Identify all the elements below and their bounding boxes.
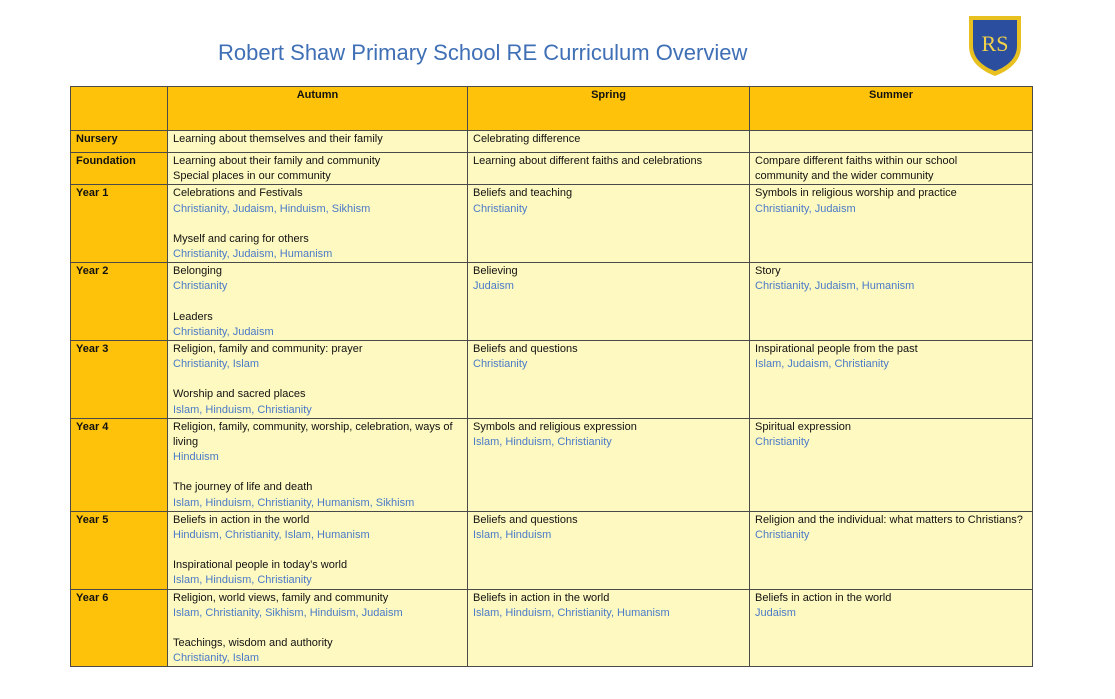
faiths-text: Islam, Judaism, Christianity	[755, 358, 889, 371]
year-label: Year 4	[71, 418, 168, 511]
faiths-text: Christianity, Islam	[173, 358, 259, 371]
topic-text: Celebrations and Festivals	[173, 187, 303, 200]
faiths-text: Christianity, Judaism, Humanism	[755, 280, 915, 293]
year-label: Year 3	[71, 341, 168, 419]
topic-text: Learning about themselves and their family	[173, 133, 383, 145]
topic-text: Beliefs in action in the world	[755, 591, 892, 604]
topic-text: Spiritual expression	[755, 420, 851, 433]
faiths-text: Islam, Hinduism, Christianity	[473, 436, 612, 449]
year-label: Year 1	[71, 185, 168, 263]
year-label: Foundation	[71, 153, 168, 185]
cell-autumn	[168, 153, 468, 185]
faiths-text: Christianity, Judaism	[173, 325, 274, 338]
cell-summer	[750, 341, 1033, 419]
term-header-spring: Spring	[468, 87, 750, 131]
table-row	[71, 263, 1033, 341]
cell-summer	[750, 418, 1033, 511]
topic-text: Inspirational people from the past	[755, 343, 918, 356]
topic-text: Beliefs and questions	[473, 513, 578, 526]
cell-summer	[750, 131, 1033, 153]
cell-spring	[468, 511, 750, 589]
table-row	[71, 589, 1033, 667]
cell-spring	[468, 418, 750, 511]
cell-autumn	[168, 418, 468, 511]
table-row	[71, 131, 1033, 153]
topic-text: Learning about different faiths and celebrations	[473, 155, 703, 167]
table-row	[71, 153, 1033, 185]
table-body	[71, 131, 1033, 667]
topic-text: Story	[755, 265, 781, 278]
faiths-text: Islam, Christianity, Sikhism, Hinduism, Judaism	[173, 606, 403, 619]
cell-autumn	[168, 511, 468, 589]
topic-text: Inspirational people in today’s world	[173, 559, 348, 572]
faiths-text: Islam, Hinduism, Christianity, Humanism	[473, 606, 670, 619]
spacer	[173, 465, 462, 480]
topic-text: Symbols in religious worship and practice	[755, 187, 957, 200]
topic-text: Belonging	[173, 265, 222, 278]
curriculum-table	[70, 86, 1033, 667]
corner-cell	[71, 87, 168, 131]
cell-autumn	[168, 131, 468, 153]
topic-text: community and the wider community	[755, 170, 934, 183]
topic-text: Compare different faiths within our school	[755, 155, 958, 167]
faiths-text: Islam, Hinduism, Christianity	[173, 574, 312, 587]
topic-text: Beliefs and questions	[473, 343, 578, 356]
cell-autumn	[168, 185, 468, 263]
spacer	[173, 372, 462, 387]
table-row	[71, 341, 1033, 419]
faiths-text: Christianity	[473, 202, 528, 215]
faiths-text: Christianity	[473, 358, 528, 371]
year-label: Year 2	[71, 263, 168, 341]
cell-spring	[468, 263, 750, 341]
year-label: Year 5	[71, 511, 168, 589]
term-header-autumn: Autumn	[168, 87, 468, 131]
topic-text: Teachings, wisdom and authority	[173, 637, 333, 650]
cell-spring	[468, 185, 750, 263]
cell-summer	[750, 589, 1033, 667]
topic-text: Leaders	[173, 310, 213, 323]
faiths-text: Christianity, Judaism	[755, 202, 856, 215]
page-title: Robert Shaw Primary School RE Curriculum Overview	[218, 40, 748, 65]
cell-spring	[468, 589, 750, 667]
faiths-text: Judaism	[473, 280, 514, 293]
cell-autumn	[168, 263, 468, 341]
cell-summer	[750, 511, 1033, 589]
year-label: Nursery	[71, 131, 168, 153]
faiths-text: Judaism	[755, 606, 796, 619]
year-label: Year 6	[71, 589, 168, 667]
cell-spring	[468, 341, 750, 419]
logo-text: RS	[981, 31, 1009, 56]
term-header-summer: Summer	[750, 87, 1033, 131]
table-row	[71, 185, 1033, 263]
spacer	[173, 621, 462, 636]
table-row	[71, 511, 1033, 589]
topic-text: Special places in our community	[173, 170, 331, 183]
faiths-text: Islam, Hinduism, Christianity	[173, 403, 312, 416]
topic-text: The journey of life and death	[173, 481, 313, 494]
faiths-text: Christianity	[755, 529, 810, 542]
faiths-text: Christianity, Judaism, Hinduism, Sikhism	[173, 202, 371, 215]
faiths-text: Hinduism	[173, 451, 219, 464]
cell-summer	[750, 185, 1033, 263]
topic-text: Symbols and religious expression	[473, 420, 637, 433]
spacer	[173, 217, 462, 232]
cell-autumn	[168, 341, 468, 419]
topic-text: Learning about their family and community	[173, 155, 381, 167]
topic-text: Religion and the individual: what matters to Christians?	[755, 513, 1023, 526]
faiths-text: Islam, Hinduism	[473, 529, 552, 542]
topic-text: Celebrating difference	[473, 133, 581, 145]
faiths-text: Christianity, Islam	[173, 652, 259, 665]
topic-text: Religion, family, community, worship, celebration, ways of living	[173, 420, 453, 449]
cell-spring	[468, 131, 750, 153]
table-header-row	[71, 87, 1033, 131]
topic-text: Religion, world views, family and community	[173, 591, 389, 604]
faiths-text: Hinduism, Christianity, Islam, Humanism	[173, 529, 370, 542]
school-crest-logo	[966, 12, 1024, 78]
spacer	[173, 543, 462, 558]
topic-text: Beliefs and teaching	[473, 187, 573, 200]
faiths-text: Islam, Hinduism, Christianity, Humanism, Sikhism	[173, 496, 415, 509]
topic-text: Believing	[473, 265, 518, 278]
spacer	[173, 295, 462, 310]
cell-summer	[750, 153, 1033, 185]
topic-text: Beliefs in action in the world	[173, 513, 310, 526]
table-row	[71, 418, 1033, 511]
topic-text: Beliefs in action in the world	[473, 591, 610, 604]
topic-text: Religion, family and community: prayer	[173, 343, 363, 356]
topic-text: Worship and sacred places	[173, 388, 306, 401]
topic-text: Myself and caring for others	[173, 232, 309, 245]
faiths-text: Christianity	[173, 280, 228, 293]
cell-spring	[468, 153, 750, 185]
faiths-text: Christianity, Judaism, Humanism	[173, 248, 333, 261]
cell-autumn	[168, 589, 468, 667]
faiths-text: Christianity	[755, 436, 810, 449]
cell-summer	[750, 263, 1033, 341]
